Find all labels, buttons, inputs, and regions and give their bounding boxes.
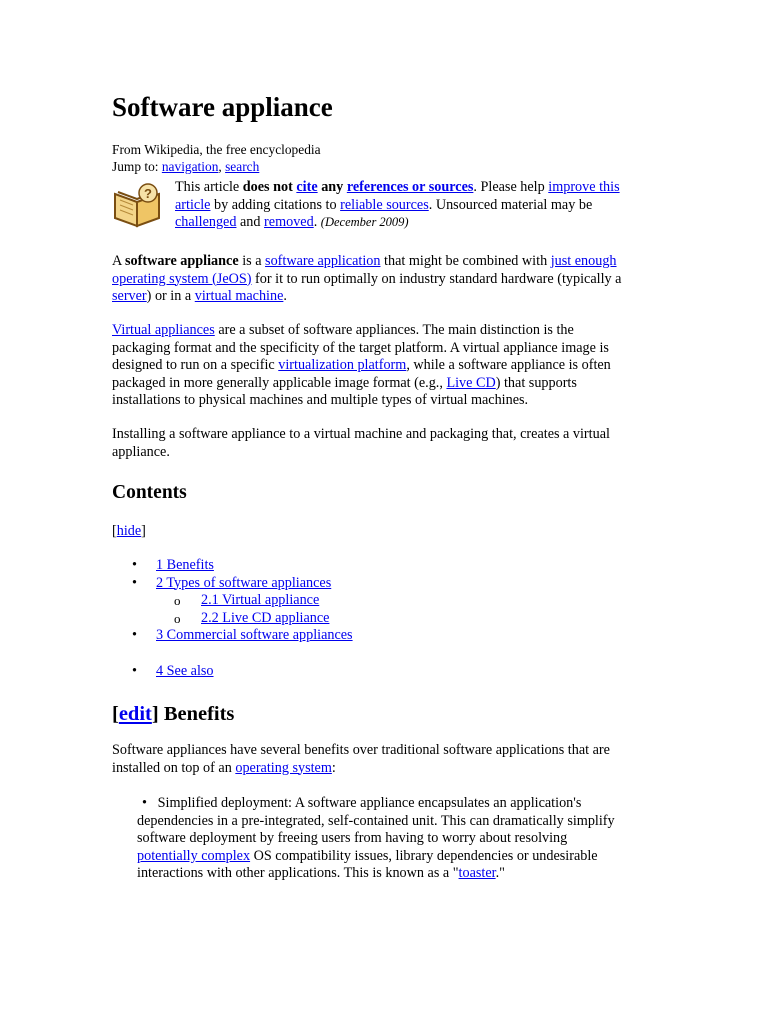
notice-bold-2: any bbox=[321, 179, 344, 195]
benefits-intro-3: : bbox=[331, 759, 336, 776]
notice-text-8: and bbox=[236, 214, 265, 231]
jump-comma: , bbox=[218, 159, 226, 174]
toc-link-commercial[interactable]: 3 Commercial software appliances bbox=[156, 627, 353, 644]
references-link[interactable]: references or sources bbox=[346, 179, 474, 195]
benefit-end: ." bbox=[495, 865, 505, 882]
toc-link-virtual-appliance[interactable]: 2.1 Virtual appliance bbox=[201, 592, 320, 609]
toc-subitem bbox=[132, 592, 353, 610]
book-question-icon bbox=[112, 182, 162, 230]
intro-paragraph bbox=[112, 253, 660, 306]
p3-line-1: Installing a software appliance to a virtual machine and packaging that, creates a virtual bbox=[112, 426, 610, 442]
virtual-machine-link[interactable]: virtual machine bbox=[194, 288, 284, 305]
toaster-link[interactable]: toaster bbox=[458, 865, 496, 882]
benefit-line-4: OS compatibility issues, library dependencies or undesirable bbox=[250, 847, 598, 864]
benefit-line-5: interactions with other applications. This is known as a " bbox=[137, 865, 459, 882]
jeos-link-1[interactable]: just enough bbox=[550, 253, 617, 269]
p2-line-2: packaging format and the specificity of the target platform. A virtual appliance image is bbox=[112, 339, 609, 356]
p2-text-2: designed to run on a specific bbox=[112, 357, 279, 374]
p2-text-3: , while a software appliance is often bbox=[406, 357, 611, 374]
contents-hide-toggle bbox=[112, 523, 146, 541]
edit-open-bracket: [ bbox=[112, 703, 119, 725]
toc-item bbox=[132, 557, 353, 575]
improve-link-2[interactable]: article bbox=[175, 196, 211, 213]
contents-heading: Contents bbox=[112, 482, 187, 503]
reliable-sources-link[interactable]: reliable sources bbox=[340, 196, 429, 213]
toc-sub-bullet: o bbox=[174, 593, 181, 609]
toc-bullet: • bbox=[132, 557, 137, 573]
toc-link-benefits[interactable]: 1 Benefits bbox=[156, 557, 214, 573]
challenged-link[interactable]: challenged bbox=[175, 214, 237, 231]
toc-bullet: • bbox=[132, 574, 137, 591]
svg-text:?: ? bbox=[144, 186, 152, 201]
p1-bold: software appliance bbox=[125, 253, 239, 269]
toc-link-live-cd-appliance[interactable]: 2.2 Live CD appliance bbox=[201, 609, 330, 626]
toc-item bbox=[132, 627, 353, 645]
p1-text-5: ) or in a bbox=[146, 288, 195, 305]
toc-bullet: • bbox=[132, 627, 137, 644]
toc-link-see-also[interactable]: 4 See also bbox=[156, 662, 214, 679]
jeos-link-2[interactable]: operating system (JeOS) bbox=[112, 270, 252, 287]
benefit-line-3: software deployment by freeing users from having to worry about resolving bbox=[137, 830, 568, 847]
p3-line-2: appliance. bbox=[112, 443, 170, 460]
benefits-intro-1: Software appliances have several benefits over traditional software applications that are bbox=[112, 742, 610, 758]
notice-text-9: . bbox=[313, 214, 321, 231]
toc-bullet: • bbox=[132, 662, 137, 679]
live-cd-link[interactable]: Live CD bbox=[446, 374, 496, 391]
edit-close-bracket: ] bbox=[151, 703, 159, 725]
virtual-appliances-link[interactable]: Virtual appliances bbox=[112, 322, 215, 338]
notice-text-5: . Please help bbox=[473, 179, 549, 195]
p1-text-6: . bbox=[283, 288, 287, 305]
p2-line-5: installations to physical machines and multiple types of virtual machines. bbox=[112, 392, 529, 409]
toc-item bbox=[132, 575, 353, 593]
toc-sub-bullet: o bbox=[174, 610, 181, 626]
notice-date: (December 2009) bbox=[320, 215, 409, 230]
installing-paragraph bbox=[112, 426, 660, 461]
cite-link[interactable]: cite bbox=[296, 179, 318, 195]
notice-text-7: . Unsourced material may be bbox=[428, 196, 593, 213]
jump-navigation-link[interactable]: navigation bbox=[161, 159, 219, 174]
notice-bold-1: does not bbox=[242, 179, 293, 195]
jump-prefix: Jump to: bbox=[112, 159, 162, 174]
notice-text-1: This article bbox=[175, 179, 243, 195]
benefit-line-2: dependencies in a pre-integrated, self-contained unit. This can dramatically simplify bbox=[137, 812, 615, 829]
operating-system-link[interactable]: operating system bbox=[235, 759, 332, 776]
notice-text bbox=[175, 179, 660, 232]
benefits-intro bbox=[112, 742, 660, 777]
table-of-contents bbox=[132, 557, 353, 680]
benefit-list-item bbox=[137, 795, 657, 883]
notice-text-6: by adding citations to bbox=[210, 196, 341, 213]
toc-link-types[interactable]: 2 Types of software appliances bbox=[156, 574, 332, 591]
improve-link-1[interactable]: improve this bbox=[548, 179, 620, 195]
p1-text-4: for it to run optimally on industry standard hardware (typically a bbox=[251, 270, 622, 287]
p1-text-1: A bbox=[112, 253, 126, 269]
page-title: Software appliance bbox=[112, 92, 333, 122]
p2-text-1: are a subset of software appliances. The main distinction is the bbox=[214, 322, 574, 338]
p2-text-5: ) that supports bbox=[495, 374, 577, 391]
toc-item bbox=[132, 663, 353, 681]
hide-open-bracket: [ bbox=[112, 523, 117, 539]
p1-text-2: is a bbox=[238, 253, 266, 269]
p2-text-4: packaged in more generally applicable image format (e.g., bbox=[112, 374, 447, 391]
server-link[interactable]: server bbox=[112, 288, 147, 305]
jump-search-link[interactable]: search bbox=[225, 159, 260, 174]
benefit-line-1: Simplified deployment: A software appliance encapsulates an application's bbox=[157, 795, 582, 811]
subtitle: From Wikipedia, the free encyclopedia bbox=[112, 142, 321, 157]
virtualization-platform-link[interactable]: virtualization platform bbox=[278, 357, 407, 374]
removed-link[interactable]: removed bbox=[264, 214, 314, 231]
benefits-heading-text: Benefits bbox=[158, 703, 235, 725]
p1-text-3: that might be combined with bbox=[380, 253, 551, 269]
benefits-heading bbox=[112, 701, 234, 727]
virtual-appliances-paragraph bbox=[112, 322, 660, 410]
edit-link[interactable]: edit bbox=[118, 703, 152, 725]
benefits-intro-2: installed on top of an bbox=[112, 759, 236, 776]
potentially-complex-link[interactable]: potentially complex bbox=[137, 847, 251, 864]
jump-to bbox=[112, 158, 259, 176]
toc-subitem bbox=[132, 610, 353, 628]
benefit-bullet: • bbox=[142, 795, 147, 811]
hide-link[interactable]: hide bbox=[116, 523, 142, 539]
hide-close-bracket: ] bbox=[141, 523, 146, 539]
software-application-link[interactable]: software application bbox=[265, 253, 381, 269]
